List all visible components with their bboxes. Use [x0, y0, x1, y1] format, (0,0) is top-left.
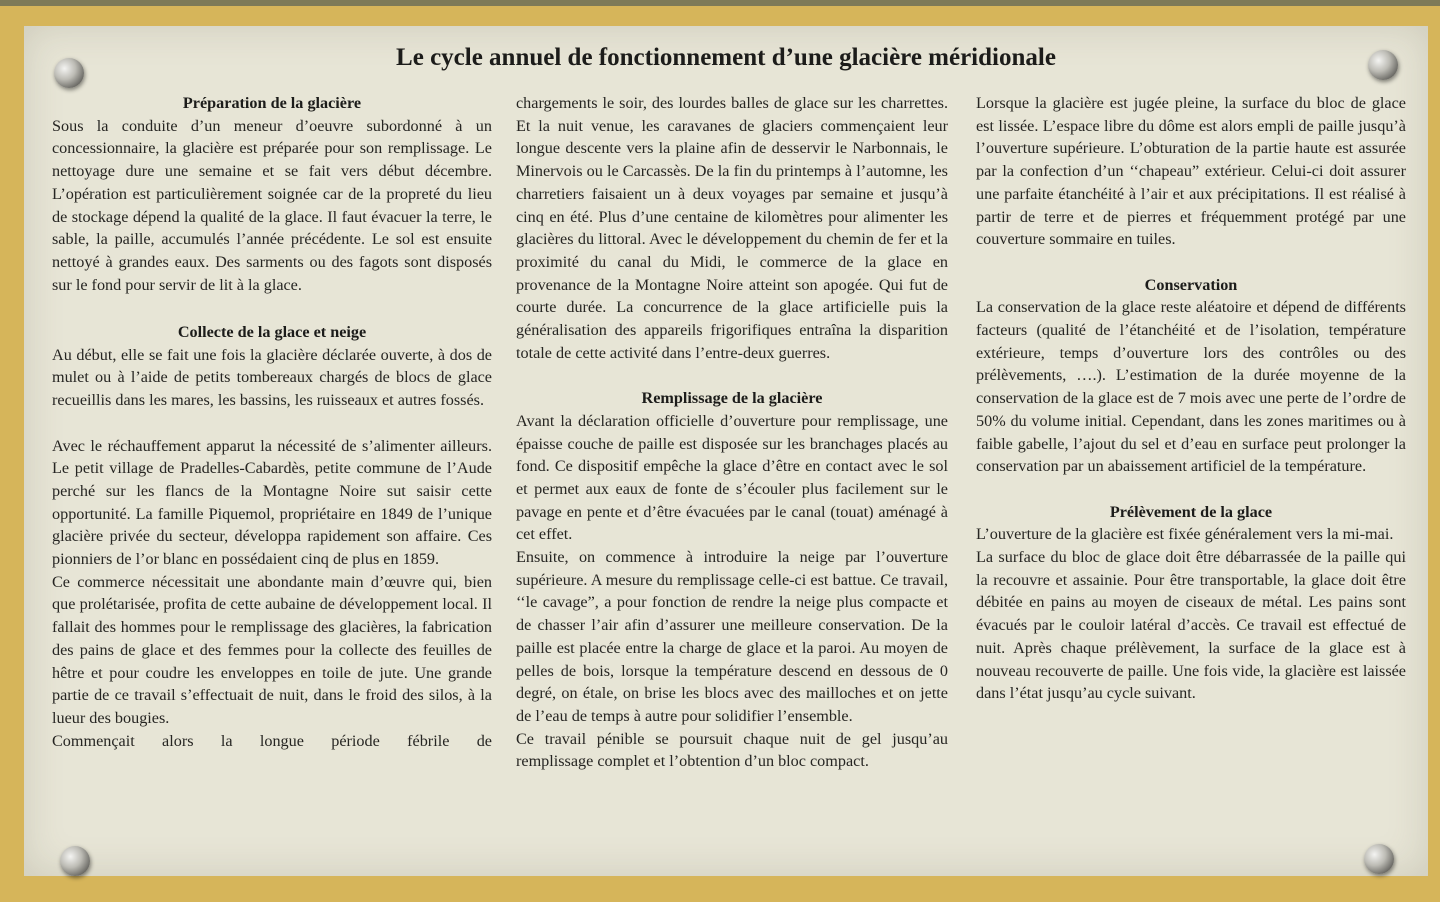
sign-frame	[0, 6, 1440, 902]
paragraph-glaciere-pleine: Lorsque la glacière est jugée pleine, la surface du bloc de glace est lissée. L’espace libre du dôme est alors empli de paille jusqu’à l’ouverture supérieure. L’obturation de la partie haute est assurée par la confection d’un ‘‘chapeau” extérieur. Celui-ci doit assurer une parfaite étanchéité à l’air et aux précipitations. Il est réalisé à partir de terre et de pierres et fréquemment protégé par une couverture sommaire en tuiles.	[976, 94, 1406, 249]
paragraph-ensuite: Ensuite, on commence à introduire la neige par l’ouverture supérieure. A mesure du remplissage celle-ci est battue. Ce travail, ‘‘le cavage”, a pour fonction de rendre la neige plus compacte et de chasser l’air afin d’assurer une meilleure conservation. De la paille est placée entre la charge de glace et la paroi. Au moyen de pelles de bois, lorsque la température descend en dessous de 0 degré, on étale, on brise les blocs avec des mailloches et on jette de l’eau de temps à autre pour solidifier l’ensemble.	[516, 548, 948, 725]
section-heading-prelevement: Prélèvement de la glace	[1109, 502, 1273, 521]
paragraph-commerce: Ce commerce nécessitait une abondante main d’œuvre qui, bien que prolétarisée, profita de cette aubaine de développement local. Il fallait des hommes pour le remplissage des glacières, la fabrication des pains de glace et des femmes pour la collecte des feuilles de hêtre et pour coudre les enveloppes en toile de jute. Une grande partie de ce travail s’effectuait de nuit, dans le froid des silos, à la lueur des bougies.	[52, 572, 492, 727]
paragraph-remplissage: Avant la déclaration officielle d’ouverture pour remplissage, une épaisse couche de paille est disposée sur les branchages placés au fond. Ce dispositif empêche la glace d’être en contact avec le sol et permet aux eaux de fonte de s’écouler plus facilement sur le pavage en pente et d’être évacuées par le canal (touat) aménagé à cet effet.	[516, 411, 948, 544]
screw-bolt-icon	[1364, 844, 1394, 874]
section-heading-remplissage: Remplissage de la glacière	[641, 389, 823, 408]
paragraph-collecte: Au début, elle se fait une fois la glacière déclarée ouverte, à dos de mulet ou à l’aide de petits tombereaux chargés de blocs de glace recueillis dans les mares, les bassins, les ruisseaux et autres fossés.	[52, 345, 492, 410]
column-left	[52, 92, 492, 752]
paragraph-commencait: Commençait alors la longue période fébrile de	[52, 731, 492, 750]
screw-bolt-icon	[60, 846, 90, 876]
sign-title: Le cycle annuel de fonctionnement d’une glacière méridionale	[396, 44, 1056, 71]
paragraph-rechauffement: Avec le réchauffement apparut la nécessité de s’alimenter ailleurs. Le petit village de Pradelles-Cabardès, petite commune de l’Aude perché sur les flancs de la Montagne Noire sut saisir cette opportunité. La famille Piquemol, propriétaire en 1849 de l’unique glacière privée du secteur, développa rapidement son affaire. Ces pionniers de l’or blanc en possédaient cinq de plus en 1859.	[52, 436, 492, 569]
sign-panel	[24, 26, 1428, 876]
paragraph-chargements: chargements le soir, des lourdes balles de glace sur les charrettes. Et la nuit venue, les caravanes de glaciers commençaient leur longue descente vers la plaine afin de desservir le Narbonnais, le Minervois ou le Carcassès. De la fin du printemps à l’automne, les charretiers faisaient un à deux voyages par semaine et jusqu’à cinq en été. Plus d’une centaine de kilomètres pour alimenter les glacières du littoral. Avec le développement du chemin de fer et la proximité du canal du Midi, le commerce de la glace en provenance de la Montagne Noire atteint son apogée. Qui fut de courte durée. La concurrence de la glace artificielle puis la généralisation des appareils frigorifiques entraîna la disparition totale de cette activité dans l’entre-deux guerres.	[516, 94, 948, 362]
section-heading-collecte: Collecte de la glace et neige	[177, 323, 367, 342]
column-right	[976, 92, 1406, 705]
section-heading-preparation: Préparation de la glacière	[182, 94, 362, 112]
paragraph-preparation: Sous la conduite d’un meneur d’oeuvre subordonné à un concessionnaire, la glacière est préparée pour son remplissage. Le nettoyage dure une semaine et se fait vers début décembre. L’opération est particulièrement soignée car de la propreté du lieu de stockage dépend la qualité de la glace. Il faut évacuer la terre, le sable, la paille, accumulés l’année précédente. Le sol est ensuite nettoyé à grandes eaux. Des sarments ou des fagots sont disposés sur le fond pour servir de lit à la glace.	[52, 116, 492, 294]
column-middle	[516, 92, 948, 773]
paragraph-ouverture: L’ouverture de la glacière est fixée généralement vers la mi-mai.	[976, 525, 1394, 544]
paragraph-travail-penible: Ce travail pénible se poursuit chaque nuit de gel jusqu’au remplissage complet et l’obtention d’un bloc compact.	[516, 729, 948, 771]
paragraph-conservation: La conservation de la glace reste aléatoire et dépend de différents facteurs (qualité de l’étanchéité et de l’isolation, température extérieure, temps d’ouverture lors des contrôles ou des prélèvements, ….). L’estimation de la durée moyenne de la conservation de la glace est de 7 mois avec une perte de l’ordre de 50% du volume initial. Cependant, dans les zones maritimes ou à faible gabelle, l’ajout du sel et d’eau en surface peut prolonger la conservation par un abaissement artificiel de la température.	[976, 298, 1406, 476]
paragraph-surface: La surface du bloc de glace doit être débarrassée de la paille qui la recouvre et assainie. Pour être transportable, la glace doit être débitée en pains au moyen de ciseaux de métal. Les pains sont évacués par le couloir latéral d’accès. Ce travail est effectué de nuit. Après chaque prélèvement, la surface de la glace est à nouveau recouverte de paille. Une fois vide, la glacière est laissée dans l’état jusqu’au cycle suivant.	[976, 548, 1406, 703]
section-heading-conservation: Conservation	[1144, 275, 1238, 294]
